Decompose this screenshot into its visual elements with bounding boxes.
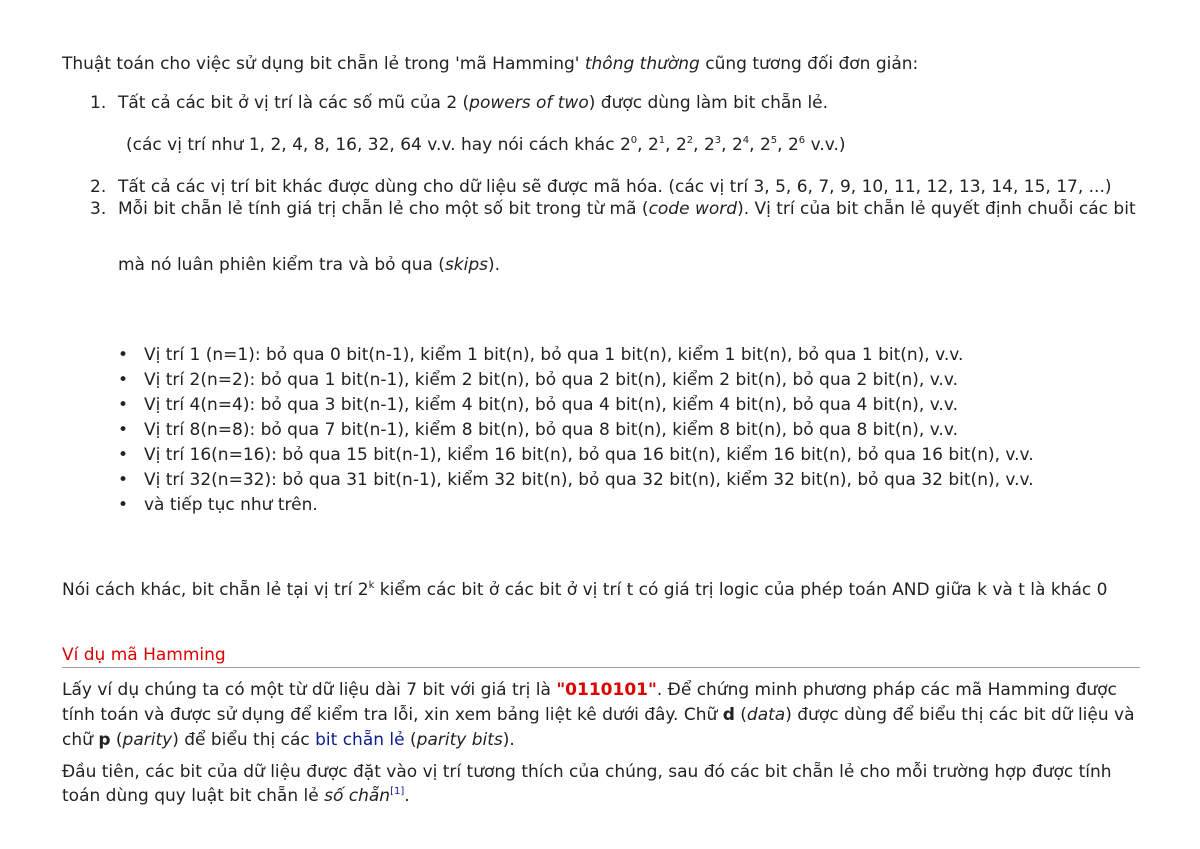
list-item-text-end: ) được dùng làm bit chẵn lẻ.	[588, 93, 829, 113]
list-item-text-end: ). Vị trí của bit chẵn lẻ quyết định chuỗi các bit	[737, 199, 1136, 219]
list-number: 1.	[90, 93, 107, 113]
bullet-icon: •	[118, 370, 129, 390]
bullet-icon: •	[118, 495, 129, 515]
exponent: 6	[798, 135, 806, 146]
bullet-item	[62, 494, 1142, 516]
reference-link[interactable]: [1]	[390, 786, 405, 797]
para-text: . Để chứng minh phương pháp các mã Hamming được tính toán và được sử dụng để kiểm tra lỗi, xin xem bảng liệt kê dưới đây. Chữ	[62, 680, 1117, 725]
exponent: 5	[770, 135, 778, 146]
para-text: ).	[502, 730, 515, 750]
list-item-1	[62, 92, 1142, 158]
exponent: 3	[714, 135, 722, 146]
bullet-item	[62, 469, 1142, 491]
bullet-text: và tiếp tục như trên.	[144, 495, 318, 515]
data-value: "0110101"	[556, 680, 657, 700]
list-item-text: Tất cả các vị trí bit khác được dùng cho dữ liệu sẽ được mã hóa. (các vị trí 3, 5, 6, 7, 9, 10, 11, 12, 13, 14, 15, 17, ...)	[118, 177, 1112, 197]
parity-bit-link[interactable]: bit chẵn lẻ	[315, 730, 405, 750]
italic-parity: parity	[122, 730, 173, 750]
explanation-paragraph	[62, 579, 1137, 601]
exponent: 1	[658, 135, 666, 146]
bullet-text: Vị trí 2(n=2): bỏ qua 1 bit(n-1), kiểm 2 bit(n), bỏ qua 2 bit(n), kiểm 2 bit(n), bỏ qua 2 bit(n), v.v.	[144, 370, 958, 390]
bullet-text: Vị trí 1 (n=1): bỏ qua 0 bit(n-1), kiểm 1 bit(n), bỏ qua 1 bit(n), kiểm 1 bit(n), bỏ qua 1 bit(n), v.v.	[144, 345, 964, 365]
italic-data: data	[746, 705, 786, 725]
para-text: Đầu tiên, các bit của dữ liệu được đặt vào vị trí tương thích của chúng, sau đó các bit chẵn lẻ cho mỗi trường hợp được tính toán dùng quy luật bit chẵn lẻ	[62, 762, 1112, 806]
para-text: (	[734, 705, 747, 725]
list-item-3	[62, 198, 1142, 278]
powers-text: (các vị trí như 1, 2, 4, 8, 16, 32, 64 v.v. hay nói cách khác 2	[126, 135, 631, 155]
exponent: 2	[686, 135, 694, 146]
first-step-paragraph	[62, 760, 1140, 808]
bullet-item	[62, 394, 1142, 416]
list-item-text: Mỗi bit chẵn lẻ tính giá trị chẵn lẻ cho một số bit trong từ mã (	[118, 199, 649, 219]
bullet-item	[62, 444, 1142, 466]
powers-text-end: v.v.)	[805, 135, 846, 155]
italic-parity-bits: parity bits	[416, 730, 503, 750]
para-text-end: .	[404, 786, 410, 806]
italic-even: số chẵn	[324, 786, 391, 806]
list-number: 3.	[90, 199, 107, 219]
example-paragraph	[62, 678, 1140, 753]
para-text-end: kiểm các bit ở các bit ở vị trí t có giá trị logic của phép toán AND giữa k và t là khác 0	[374, 580, 1108, 600]
para-text: Nói cách khác, bit chẵn lẻ tại vị trí 2	[62, 580, 369, 600]
bullet-icon: •	[118, 345, 129, 365]
bullet-text: Vị trí 32(n=32): bỏ qua 31 bit(n-1), kiểm 32 bit(n), bỏ qua 32 bit(n), kiểm 32 bit(n), bỏ qua 32 bit(n), v.v.	[144, 470, 1034, 490]
bullet-text: Vị trí 16(n=16): bỏ qua 15 bit(n-1), kiểm 16 bit(n), bỏ qua 16 bit(n), kiểm 16 bit(n), bỏ qua 16 bit(n), v.v.	[144, 445, 1034, 465]
bold-d: d	[722, 705, 735, 725]
bullet-text: Vị trí 8(n=8): bỏ qua 7 bit(n-1), kiểm 8 bit(n), bỏ qua 8 bit(n), kiểm 8 bit(n), bỏ qua 8 bit(n), v.v.	[144, 420, 958, 440]
bullet-icon: •	[118, 420, 129, 440]
bullet-icon: •	[118, 445, 129, 465]
exponent: 4	[742, 135, 750, 146]
para-text: ) được dùng để biểu thị các bit dữ liệu và chữ	[62, 705, 1135, 750]
bullet-item	[62, 369, 1142, 391]
bold-p: p	[98, 730, 111, 750]
bullet-list	[62, 344, 1142, 519]
exponent: k	[368, 580, 375, 591]
bullet-icon: •	[118, 395, 129, 415]
list-number: 2.	[90, 177, 107, 197]
powers-of-two-line: (các vị trí như 1, 2, 4, 8, 16, 32, 64 v.v. hay nói cách khác $2^0$, $2^1$, $2^2$, $2^3$, $2^4$, $2^5$, $2^6$ v.v.)	[126, 135, 846, 155]
bullet-icon: •	[118, 470, 129, 490]
skips-text-end: ).	[488, 255, 501, 275]
para-text: Lấy ví dụ chúng ta có một từ dữ liệu dài 7 bit với giá trị là	[62, 680, 557, 700]
section-heading: Ví dụ mã Hamming	[62, 644, 1140, 668]
list-item-2	[62, 176, 1142, 198]
bullet-item	[62, 344, 1142, 366]
intro-text: Thuật toán cho việc sử dụng bit chẵn lẻ trong 'mã Hamming'	[62, 54, 585, 74]
intro-italic: thông thường	[584, 54, 700, 74]
skips-text: mà nó luân phiên kiểm tra và bỏ qua (	[118, 255, 445, 275]
exponent: 0	[630, 135, 638, 146]
intro-text-end: cũng tương đối đơn giản:	[699, 54, 919, 74]
ordered-list	[62, 92, 1142, 278]
bullet-text: Vị trí 4(n=4): bỏ qua 3 bit(n-1), kiểm 4 bit(n), bỏ qua 4 bit(n), kiểm 4 bit(n), bỏ qua 4 bit(n), v.v.	[144, 395, 958, 415]
list-item-text: Tất cả các bit ở vị trí là các số mũ của 2 (	[118, 93, 470, 113]
bullet-item	[62, 419, 1142, 441]
intro-paragraph	[62, 51, 918, 77]
skips-italic: skips	[444, 255, 489, 275]
para-text: (	[404, 730, 417, 750]
para-text: (	[110, 730, 123, 750]
skips-line	[118, 252, 1142, 278]
list-item-italic: powers of two	[469, 93, 589, 113]
para-text: ) để biểu thị các	[172, 730, 316, 750]
list-item-italic: code word	[648, 199, 738, 219]
